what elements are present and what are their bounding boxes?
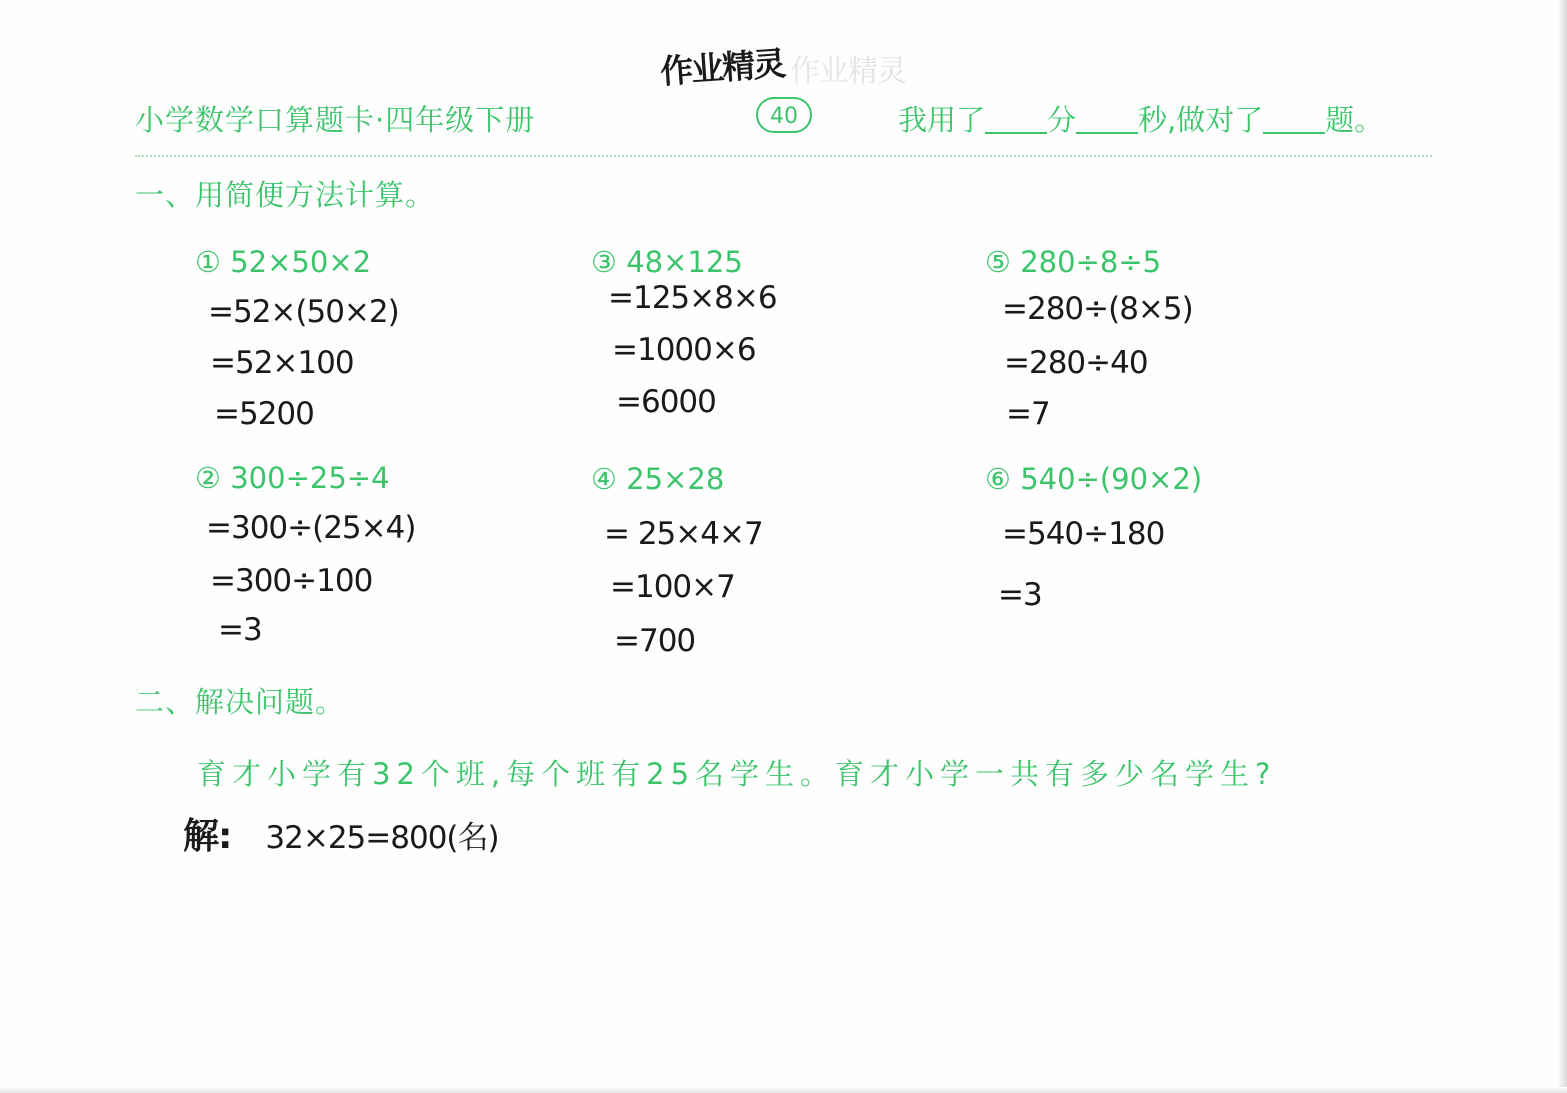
problem-3-step-3: =6000 <box>616 384 716 420</box>
answer-label: 解: <box>183 816 232 857</box>
scan-edge-right <box>1557 0 1567 1093</box>
problem-2-step-1: =300÷(25×4) <box>206 510 416 546</box>
problem-4-step-3: =700 <box>614 623 696 659</box>
problem-5-step-1: =280÷(8×5) <box>1002 291 1193 327</box>
problem-2-step-3: =3 <box>218 612 262 648</box>
seconds-blank[interactable] <box>1076 104 1138 134</box>
timer-text-questions: 题。 <box>1325 103 1384 137</box>
problem-3-step-1: =125×8×6 <box>608 280 777 316</box>
problem-4-prompt: ④ 25×28 <box>591 462 725 496</box>
problem-1-step-1: =52×(50×2) <box>208 294 399 330</box>
problem-2-prompt: ② 300÷25÷4 <box>195 461 390 495</box>
problem-4-step-1: = 25×4×7 <box>604 516 763 552</box>
header-divider <box>135 155 1432 157</box>
section2-heading: 二、解决问题。 <box>135 685 346 719</box>
bleed-through-stamp: 作业精灵 <box>790 54 906 89</box>
timer-text-seconds: 秒,做对了 <box>1138 103 1264 137</box>
problem-3-prompt: ③ 48×125 <box>591 245 743 279</box>
timer-line <box>898 98 1383 139</box>
section1-heading: 一、用简便方法计算。 <box>135 178 436 212</box>
problem-1-step-2: =52×100 <box>210 345 354 381</box>
answer-value: 32×25=800(名) <box>265 820 499 856</box>
card-title: 小学数学口算题卡·四年级下册 <box>135 103 536 137</box>
problem-3-step-2: =1000×6 <box>612 332 756 368</box>
scan-edge-bottom <box>0 1087 1567 1093</box>
problem-5-prompt: ⑤ 280÷8÷5 <box>985 245 1162 279</box>
timer-text-used: 我用了 <box>898 103 986 137</box>
minutes-blank[interactable] <box>985 104 1047 134</box>
problem-4-step-2: =100×7 <box>610 569 735 605</box>
problem-6-prompt: ⑥ 540÷(90×2) <box>985 462 1203 496</box>
problem-6-step-1: =540÷180 <box>1002 516 1165 552</box>
answer-line <box>183 808 499 859</box>
correct-count-blank[interactable] <box>1263 104 1325 134</box>
problem-5-step-2: =280÷40 <box>1004 345 1148 381</box>
word-problem-text: 育才小学有32个班,每个班有25名学生。育才小学一共有多少名学生? <box>197 757 1277 791</box>
problem-1-step-3: =5200 <box>214 396 314 432</box>
problem-2-step-2: =300÷100 <box>210 563 373 599</box>
problem-6-step-2: =3 <box>998 577 1042 613</box>
page-number-badge: 40 <box>756 97 812 133</box>
problem-1-prompt: ① 52×50×2 <box>195 245 372 279</box>
problem-5-step-3: =7 <box>1006 396 1050 432</box>
timer-text-minutes: 分 <box>1047 103 1077 137</box>
handwritten-stamp: 作业精灵 <box>658 43 786 92</box>
